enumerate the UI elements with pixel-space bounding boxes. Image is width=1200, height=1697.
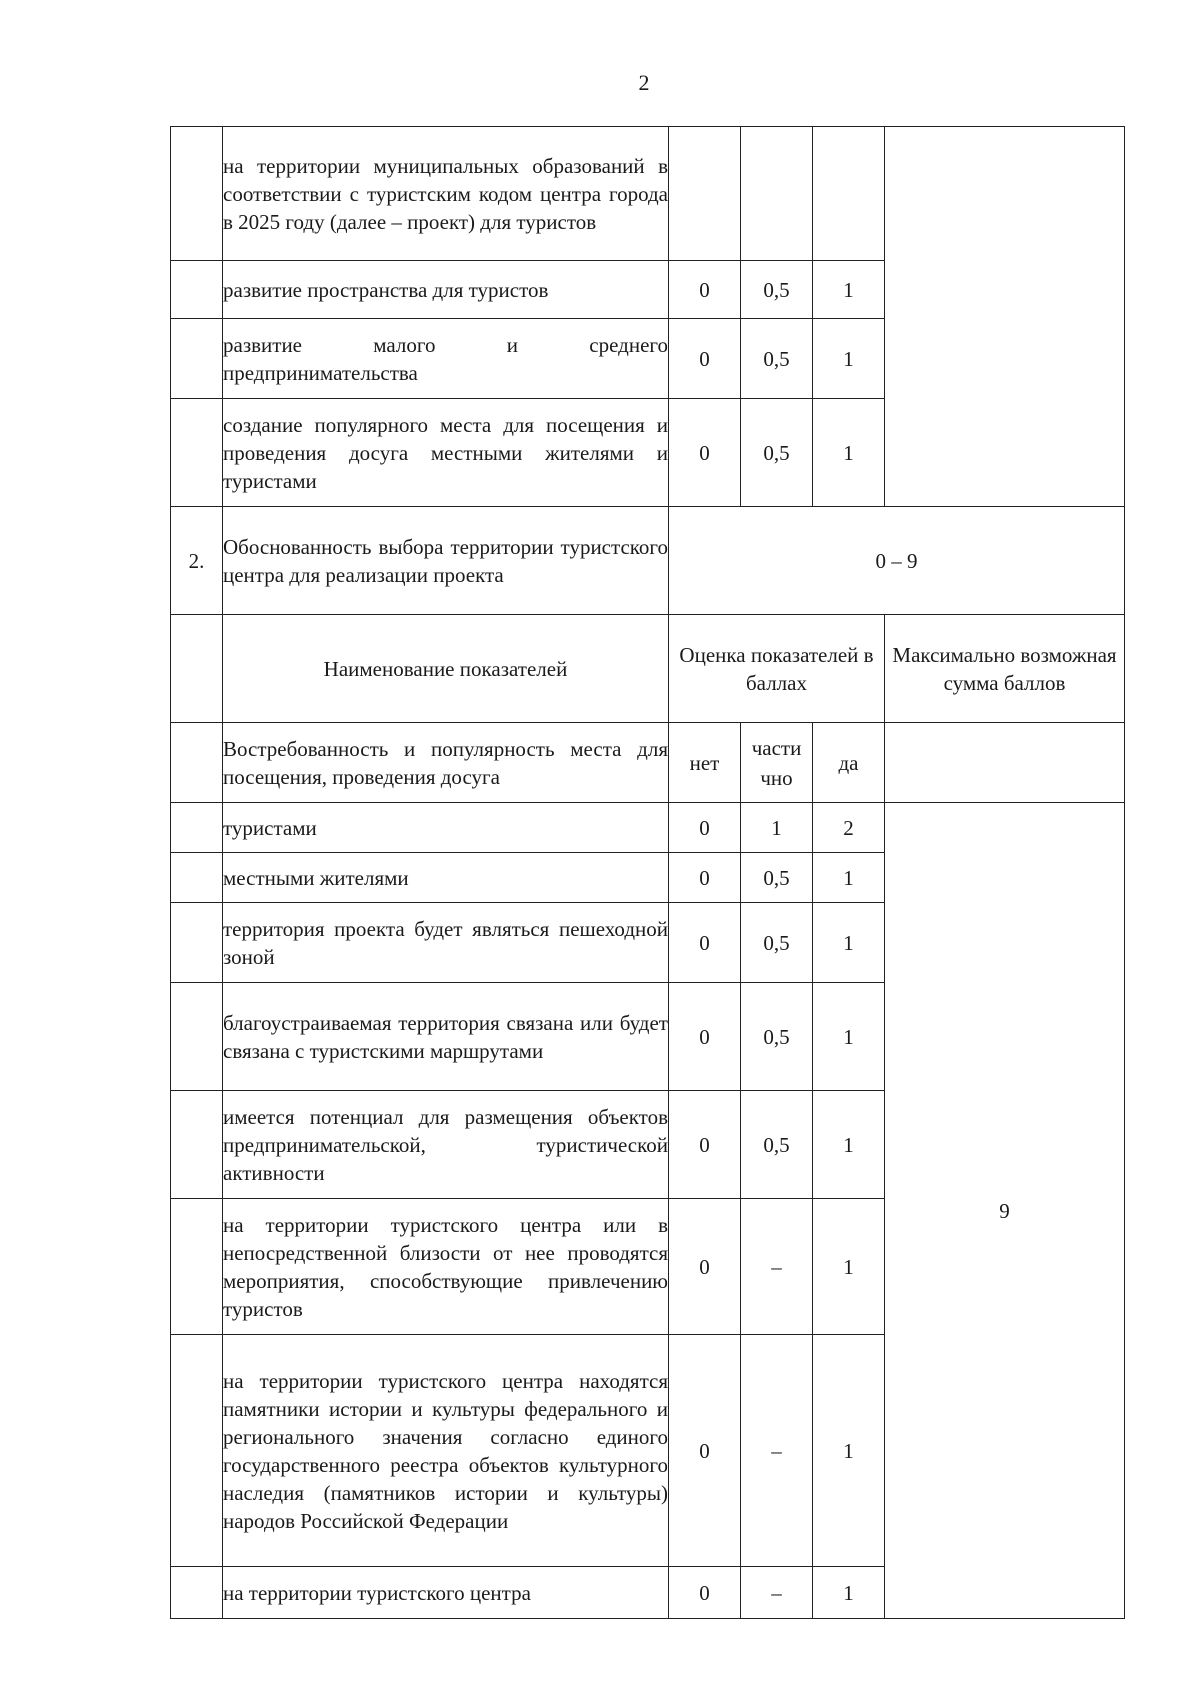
score-partial: – <box>741 1335 813 1567</box>
col-no-header: нет <box>669 723 741 803</box>
score-yes: 1 <box>813 319 885 399</box>
page-number: 2 <box>638 70 650 95</box>
col-yes-header: да <box>813 723 885 803</box>
indicators-header: Наименование показателей <box>223 615 669 723</box>
table-row <box>171 127 1125 261</box>
score-no: 0 <box>669 1199 741 1335</box>
score-cell <box>669 127 741 261</box>
score-no: 0 <box>669 903 741 983</box>
score-yes: 1 <box>813 1567 885 1619</box>
row-number-cell <box>171 983 223 1091</box>
row-number-cell <box>171 127 223 261</box>
indicator-label: благоустраиваемая территория связана или будет связана с туристскими маршрутами <box>223 983 669 1091</box>
row-number-cell <box>171 615 223 723</box>
score-partial: 0,5 <box>741 261 813 319</box>
row-number-cell <box>171 1335 223 1567</box>
score-yes: 1 <box>813 1335 885 1567</box>
indicator-label: развитие малого и среднего предпринимательства <box>223 319 669 399</box>
row-number-cell <box>171 261 223 319</box>
indicator-label: на территории туристского центра находятся памятники истории и культуры федерального и регионального значения согласно единого государственного реестра объектов культурного наследия (памятников истории и культуры) народов Российской Федерации <box>223 1335 669 1567</box>
row-number-cell <box>171 723 223 803</box>
subheader-row <box>171 723 1125 803</box>
score-no: 0 <box>669 1335 741 1567</box>
criterion-row <box>171 507 1125 615</box>
indicator-label: местными жителями <box>223 853 669 903</box>
row-number-cell <box>171 319 223 399</box>
row-number-cell <box>171 399 223 507</box>
header-row <box>171 615 1125 723</box>
score-yes: 1 <box>813 983 885 1091</box>
score-partial: 0,5 <box>741 983 813 1091</box>
score-partial: 0,5 <box>741 319 813 399</box>
max-header: Максимально возможная сумма баллов <box>885 615 1125 723</box>
indicator-label: туристами <box>223 803 669 853</box>
score-no: 0 <box>669 1567 741 1619</box>
score-no: 0 <box>669 853 741 903</box>
indicator-label: территория проекта будет являться пешеходной зоной <box>223 903 669 983</box>
max-total: 9 <box>885 803 1125 1619</box>
score-partial: 1 <box>741 803 813 853</box>
score-yes: 1 <box>813 261 885 319</box>
score-cell <box>741 127 813 261</box>
max-cell <box>885 127 1125 507</box>
criterion-title: Обоснованность выбора территории туристского центра для реализации проекта <box>223 507 669 615</box>
indicator-label: имеется потенциал для размещения объектов предпринимательской, туристической активности <box>223 1091 669 1199</box>
score-yes: 1 <box>813 399 885 507</box>
row-number-cell <box>171 903 223 983</box>
row-number-cell <box>171 803 223 853</box>
score-yes: 1 <box>813 1199 885 1335</box>
score-partial: 0,5 <box>741 399 813 507</box>
indicator-label: на территории туристского центра или в непосредственной близости от нее проводятся мероприятия, способствующие привлечению туристов <box>223 1199 669 1335</box>
row-number-cell <box>171 1091 223 1199</box>
score-yes: 2 <box>813 803 885 853</box>
indicator-label: развитие пространства для туристов <box>223 261 669 319</box>
table-row <box>171 803 1125 853</box>
score-no: 0 <box>669 983 741 1091</box>
criterion-number: 2. <box>171 507 223 615</box>
criterion-range: 0 – 9 <box>669 507 1125 615</box>
max-cell <box>885 723 1125 803</box>
indicator-label: на территории туристского центра <box>223 1567 669 1619</box>
score-no: 0 <box>669 319 741 399</box>
indicator-label: создание популярного места для посещения и проведения досуга местными жителями и туристами <box>223 399 669 507</box>
score-partial: 0,5 <box>741 903 813 983</box>
score-no: 0 <box>669 399 741 507</box>
score-header: Оценка показателей в баллах <box>669 615 885 723</box>
score-no: 0 <box>669 1091 741 1199</box>
row-number-cell <box>171 1199 223 1335</box>
score-no: 0 <box>669 261 741 319</box>
score-partial: – <box>741 1567 813 1619</box>
score-yes: 1 <box>813 853 885 903</box>
subheader-label: Востребованность и популярность места для посещения, проведения досуга <box>223 723 669 803</box>
score-partial: 0,5 <box>741 1091 813 1199</box>
score-partial: – <box>741 1199 813 1335</box>
row-number-cell <box>171 853 223 903</box>
score-partial: 0,5 <box>741 853 813 903</box>
row-number-cell <box>171 1567 223 1619</box>
col-partial-header: части чно <box>741 723 813 803</box>
score-no: 0 <box>669 803 741 853</box>
criteria-table <box>170 126 1125 1619</box>
score-yes: 1 <box>813 1091 885 1199</box>
intro-text: на территории муниципальных образований в соответствии с туристским кодом центра города в 2025 году (далее – проект) для туристов <box>223 127 669 261</box>
score-cell <box>813 127 885 261</box>
score-yes: 1 <box>813 903 885 983</box>
